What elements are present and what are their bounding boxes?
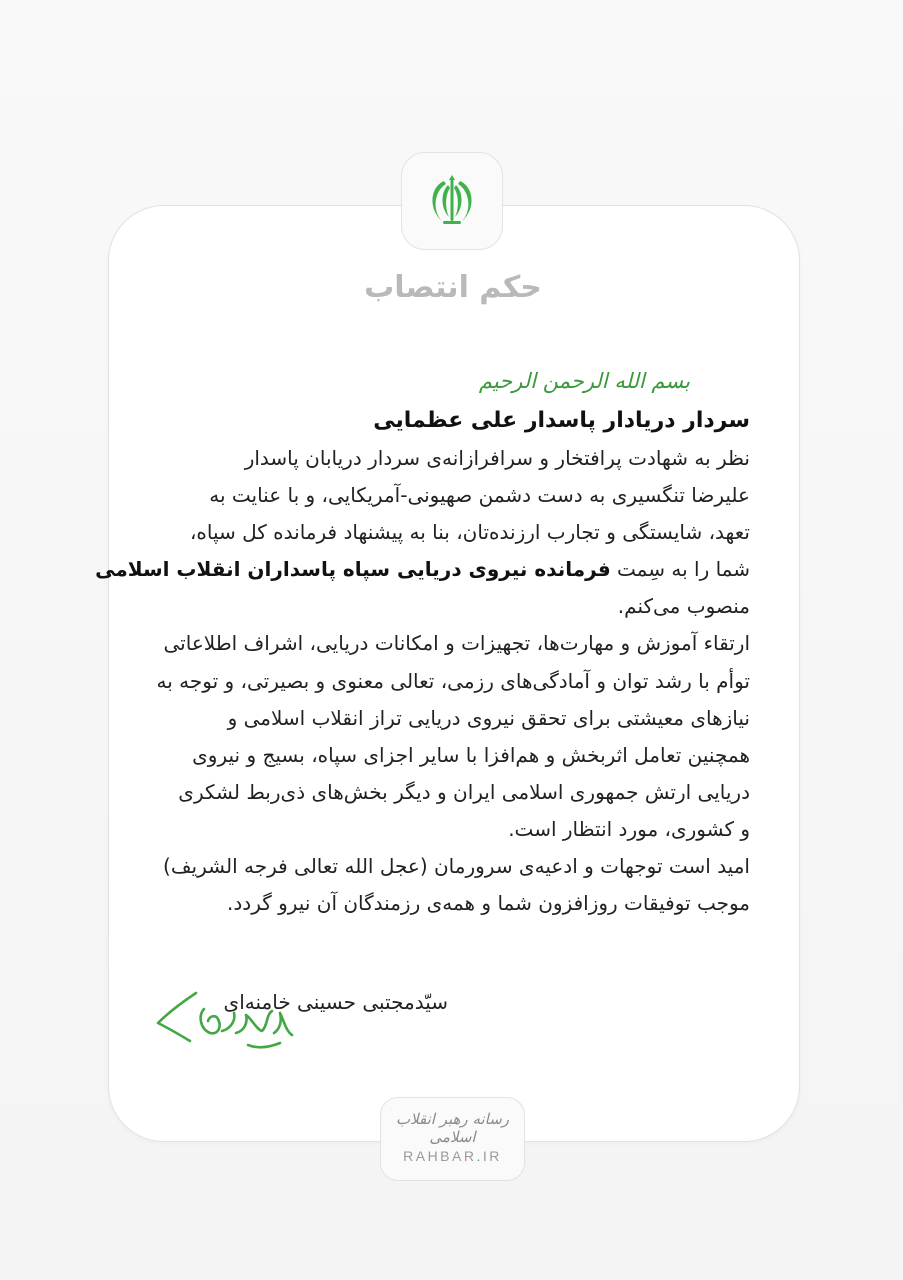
body-line: نیازهای معیشتی برای تحقق نیروی دریایی تراز انقلاب اسلامی و: [227, 705, 750, 730]
body-line: تعهد، شایستگی و تجارب ارزنده‌تان، بنا به پیشنهاد فرمانده کل سپاه،: [189, 520, 750, 545]
bismillah: بسم الله الرحمن الرحیم: [478, 369, 690, 393]
body-line: توأم با رشد توان و آمادگی‌های رزمی، تعالی معنوی و بصیرتی، و توجه به: [156, 668, 750, 693]
body-line: منصوب می‌کنم.: [617, 594, 750, 619]
brand-url: [381, 1148, 524, 1164]
body-line: علیرضا تنگسیری به دست دشمن صهیونی-آمریکایی، و با عنایت به: [209, 483, 750, 508]
body-line: نظر به شهادت پرافتخار و سرافرازانه‌ی سردار دریابان پاسدار: [244, 446, 750, 470]
signatory-name: سیّدمجتبی حسینی خامنه‌ای: [223, 990, 448, 1014]
brand-url-dot: .: [476, 1148, 483, 1164]
body-line: [95, 551, 750, 588]
iran-emblem-icon: [422, 171, 482, 231]
brand-url-tld: IR: [482, 1148, 502, 1164]
brand-logo-box: [380, 1097, 525, 1181]
page-title: حکم انتصاب: [364, 270, 542, 305]
body-line: امید است توجهات و ادعیه‌ی سرورمان (عجل الله تعالی فرجه الشریف): [163, 854, 750, 879]
body-line: ارتقاء آموزش و مهارت‌ها، تجهیزات و امکانات دریایی، اشراف اطلاعاتی: [163, 631, 750, 656]
handwritten-signature: [148, 985, 298, 1065]
body-line: همچنین تعامل اثربخش و هم‌افزا با سایر اجزای سپاه، بسیج و نیروی: [192, 742, 750, 767]
decree-body: [95, 360, 750, 922]
body-line: موجب توفیقات روزافزون شما و همه‌ی رزمندگان آن نیرو گردد.: [227, 891, 750, 916]
body-line-prefix: شما را به سِمت: [617, 557, 750, 582]
body-line: دریایی ارتش جمهوری اسلامی ایران و دیگر بخش‌های ذی‌ربط لشکری: [178, 779, 750, 804]
appointment-title: فرمانده نیروی دریایی سپاه پاسداران انقلاب اسلامی: [95, 557, 611, 582]
brand-url-main: RAHBAR: [403, 1148, 477, 1164]
brand-logo-script: رسانه رهبر انقلاب اسلامی: [395, 1110, 510, 1146]
addressee: سردار دریادار پاسدار علی عظمایی: [373, 408, 750, 433]
body-line: و کشوری، مورد انتظار است.: [508, 816, 750, 841]
emblem-box: [401, 152, 503, 250]
